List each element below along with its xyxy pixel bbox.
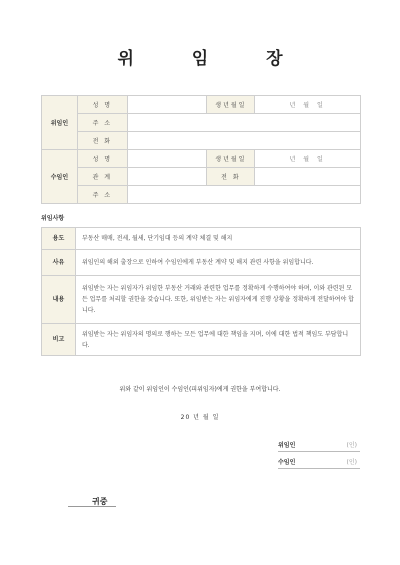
delegate-birth-field[interactable]: 년 월 일 (255, 150, 361, 168)
statement-text: 위와 같이 위임인이 수임인(피위임자)에게 권한을 부여합니다. (119, 386, 281, 393)
delegate-name-field[interactable] (127, 150, 207, 168)
delegator-phone-label: 전 화 (77, 132, 127, 150)
delegator-name-label: 성 명 (77, 96, 127, 114)
delegator-address-field[interactable] (127, 114, 360, 132)
delegate-address-label: 주 소 (77, 186, 127, 204)
matter-text[interactable]: 위임인의 해외 출장으로 인하여 수임인에게 부동산 계약 및 해지 관련 사항을 위임합니다. (75, 250, 360, 276)
delegate-phone-field[interactable] (255, 168, 361, 186)
delegate-phone-label: 전 화 (207, 168, 255, 186)
closing-text: 귀중 (92, 497, 108, 506)
delegate-birth-label: 생년월일 (207, 150, 255, 168)
delegator-header: 위임인 (42, 96, 78, 150)
date-line[interactable]: 20 년 월 일 (180, 414, 220, 421)
delegate-relation-field[interactable] (127, 168, 207, 186)
signature-label: 수임인 (278, 459, 296, 466)
matter-text[interactable]: 위임받는 자는 위임자의 명의로 행하는 모든 업무에 대한 책임을 지며, 이에 대한 법적 책임도 부담합니다. (75, 324, 360, 356)
delegator-address-label: 주 소 (77, 114, 127, 132)
delegate-name-label: 성 명 (77, 150, 127, 168)
delegate-header: 수임인 (42, 150, 78, 204)
matter-label: 비고 (42, 324, 76, 356)
document-title: 위 임 장 (117, 49, 309, 69)
delegator-phone-field[interactable] (127, 132, 360, 150)
matter-label: 사유 (42, 250, 76, 276)
delegate-relation-label: 관 계 (77, 168, 127, 186)
party-info-table (41, 95, 361, 204)
delegator-name-field[interactable] (127, 96, 207, 114)
matters-table (41, 227, 361, 356)
seal-mark: (인) (346, 459, 357, 466)
delegator-signature-line[interactable] (278, 440, 360, 452)
delegator-birth-label: 생년월일 (207, 96, 255, 114)
matter-label: 용도 (42, 228, 76, 250)
delegator-birth-field[interactable]: 년 월 일 (255, 96, 361, 114)
delegate-address-field[interactable] (127, 186, 360, 204)
matter-text[interactable]: 부동산 매매, 전세, 월세, 단기임대 등의 계약 체결 및 해지 (75, 228, 360, 250)
seal-mark: (인) (346, 442, 357, 449)
matter-text[interactable]: 위임받는 자는 위임자가 위임한 부동산 거래와 관련한 업무를 정확하게 수행하여야 하며, 이와 관련된 모든 업무를 처리할 권한을 갖습니다. 또한, 위임받는 자는 위임자에게 진행 상황을 정확하게 전달하여야 합니다. (75, 276, 360, 324)
signature-label: 위임인 (278, 442, 296, 449)
delegate-signature-line[interactable] (278, 457, 360, 469)
matter-label: 내용 (42, 276, 76, 324)
matters-section-title: 위임사항 (41, 215, 65, 222)
